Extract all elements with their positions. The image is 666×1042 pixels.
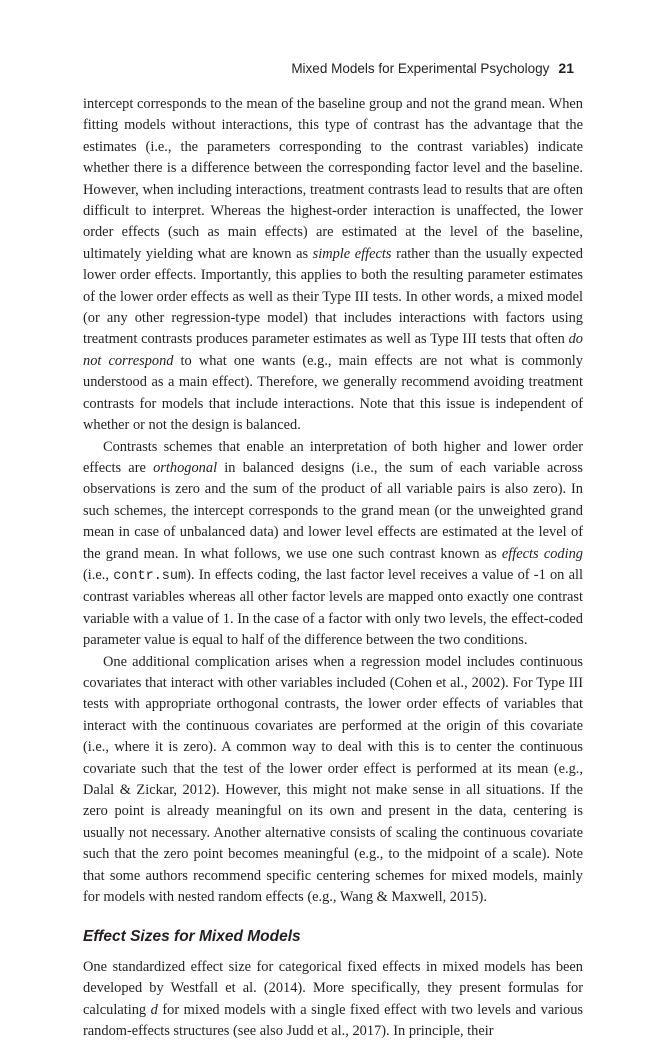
paragraph-4 — [83, 957, 583, 1042]
paragraph-1 — [83, 94, 583, 437]
term-orthogonal: orthogonal — [153, 459, 218, 476]
paragraph-2-text-c: (i.e., — [83, 566, 114, 583]
paragraph-4-text-b: for mixed models with a single fixed effect with two levels and various random-effects structures (see also Judd et al., 2017). In principle, their — [83, 1001, 583, 1040]
paragraph-3: One additional complication arises when a regression model includes continuous covariates that interact with other variables included (Cohen et al., 2002). For Type III tests with appropriate orthogonal contrasts, the lower order effects of variables that interact with the continuous covariates are performed at the origin of this covariate (i.e., where it is zero). A common way to deal with this is to center the continuous covariate such that the test of the lower order effect is performed at its mean (e.g., Dalal & Zickar, 2012). However, this might not make sense in all situations. If the zero point is already meaningful on its own and present in the data, centering is usually not necessary. Another alternative consists of scaling the continuous covariate such that the zero point becomes meaningful (e.g., to the midpoint of a scale). Note that some authors recommend specific centering schemes for mixed models, mainly for models with nested random effects (e.g., Wang & Maxwell, 2015). — [83, 653, 583, 906]
paragraph-2-text-a: Contrasts schemes that enable an interpretation of both higher and lower order effects are — [83, 438, 583, 476]
section-heading: Effect Sizes for Mixed Models — [83, 928, 301, 946]
paragraph-2-text-d: ). In effects coding, the last factor level receives a value of -1 on all contrast variables whereas all other factor levels are mapped onto exactly one contrast variable with a value of 1. In the case of a factor with only two levels, the effect-coded parameter value is equal to half of the difference between the two conditions. — [83, 566, 583, 649]
running-head-title: Mixed Models for Experimental Psychology — [291, 61, 550, 76]
paragraph-1-text-b: rather than the usually expected lower order effects. Importantly, this applies to both the resulting parameter estimates of the lower order effects as well as their Type III tests. In other words, a mixed model (or any other regression-type model) that includes interactions with factors using treatment contrasts produces parameter estimates as well as Type III tests that often — [83, 245, 583, 348]
term-effects-coding: effects coding — [501, 545, 583, 562]
page-number: 21 — [558, 60, 574, 76]
paragraph-1-text-a: intercept corresponds to the mean of the baseline group and not the grand mean. When fitting models without interactions, this type of contrast has the advantage that the estimates (i.e., the parameters corresponding to the contrast variables) indicate whether there is a difference between the corresponding factor level and the baseline. However, when including interactions, treatment contrasts lead to results that are often difficult to interpret. Whereas the highest-order interaction is unaffected, the lower order effects (such as main effects) are estimated at the level of the baseline, ultimately yielding what are known as — [83, 96, 583, 262]
paragraph-2 — [83, 437, 583, 652]
body-text — [83, 94, 583, 1042]
term-simple-effects: simple effects — [312, 245, 392, 262]
running-head — [291, 60, 574, 76]
code-contr-sum: contr.sum — [113, 568, 187, 584]
paragraph-2-text-b: in balanced designs (i.e., the sum of each variable across observations is zero and the sum of the product of all variable pairs is also zero). In such schemes, the intercept corresponds to the grand mean (or the unweighted grand mean in case of unbalanced data) and lower level effects are estimated at the level of the grand mean. In what follows, we use one such contrast known as — [83, 459, 583, 562]
paragraph-1-text-c: to what one wants (e.g., main effects are not what is commonly understood as a main effect). Therefore, we generally recommend avoiding treatment contrasts for models that include interactions. Note that this issue is independent of whether or not the design is balanced. — [83, 352, 583, 434]
term-d: d — [150, 1001, 158, 1018]
paragraph-4-text-a: One standardized effect size for categorical fixed effects in mixed models has been developed by Westfall et al. (2014). More specifically, they present formulas for calculating — [83, 958, 583, 1018]
term-do-not-correspond: do not correspond — [83, 331, 583, 369]
